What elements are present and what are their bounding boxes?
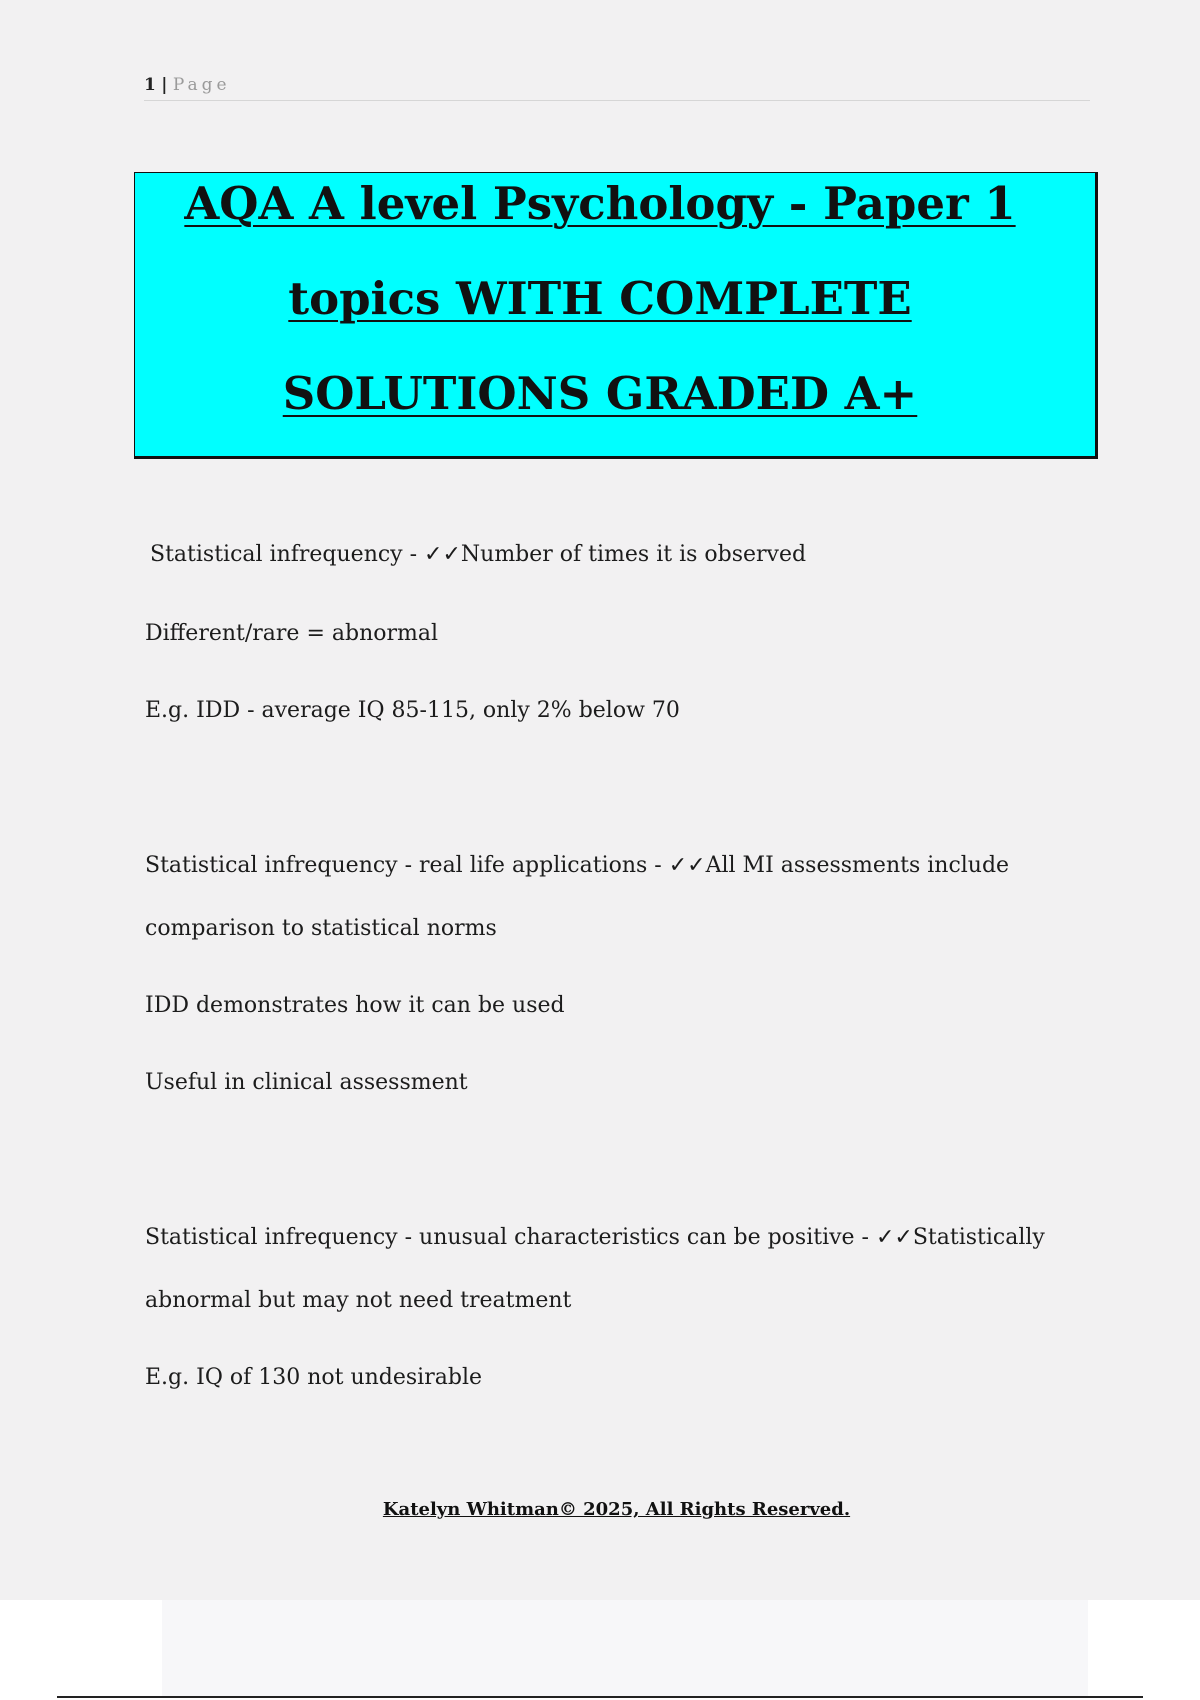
title-line-2: topics WITH COMPLETE — [288, 272, 912, 325]
bottom-divider — [57, 1696, 1143, 1698]
paragraph-real-life-applications-cont: comparison to statistical norms — [145, 916, 497, 941]
title-line-3: SOLUTIONS GRADED A+ — [282, 367, 918, 420]
paragraph-clinical-assessment: Useful in clinical assessment — [145, 1070, 468, 1095]
paragraph-idd-example: E.g. IDD - average IQ 85-115, only 2% below 70 — [145, 698, 680, 723]
page-number: 1 — [144, 75, 156, 95]
page-header — [144, 72, 1090, 101]
paragraph-idd-demonstrates: IDD demonstrates how it can be used — [145, 993, 565, 1018]
paragraph-iq-example: E.g. IQ of 130 not undesirable — [145, 1365, 482, 1390]
page-separator: | — [161, 75, 168, 95]
page-label: Page — [172, 75, 231, 95]
paragraph-statistical-infrequency: Statistical infrequency - ✓✓Number of times it is observed — [150, 542, 807, 567]
paragraph-different-rare: Different/rare = abnormal — [145, 621, 439, 646]
title-line-1: AQA A level Psychology - Paper 1 — [184, 177, 1016, 230]
copyright-footer: Katelyn Whitman© 2025, All Rights Reserved. — [382, 1499, 851, 1520]
paragraph-unusual-characteristics-cont: abnormal but may not need treatment — [145, 1288, 572, 1313]
paragraph-unusual-characteristics: Statistical infrequency - unusual characteristics can be positive - ✓✓Statistically — [145, 1225, 1045, 1250]
next-page-preview — [162, 1600, 1088, 1696]
paragraph-real-life-applications: Statistical infrequency - real life applications - ✓✓All MI assessments include — [145, 853, 1010, 878]
